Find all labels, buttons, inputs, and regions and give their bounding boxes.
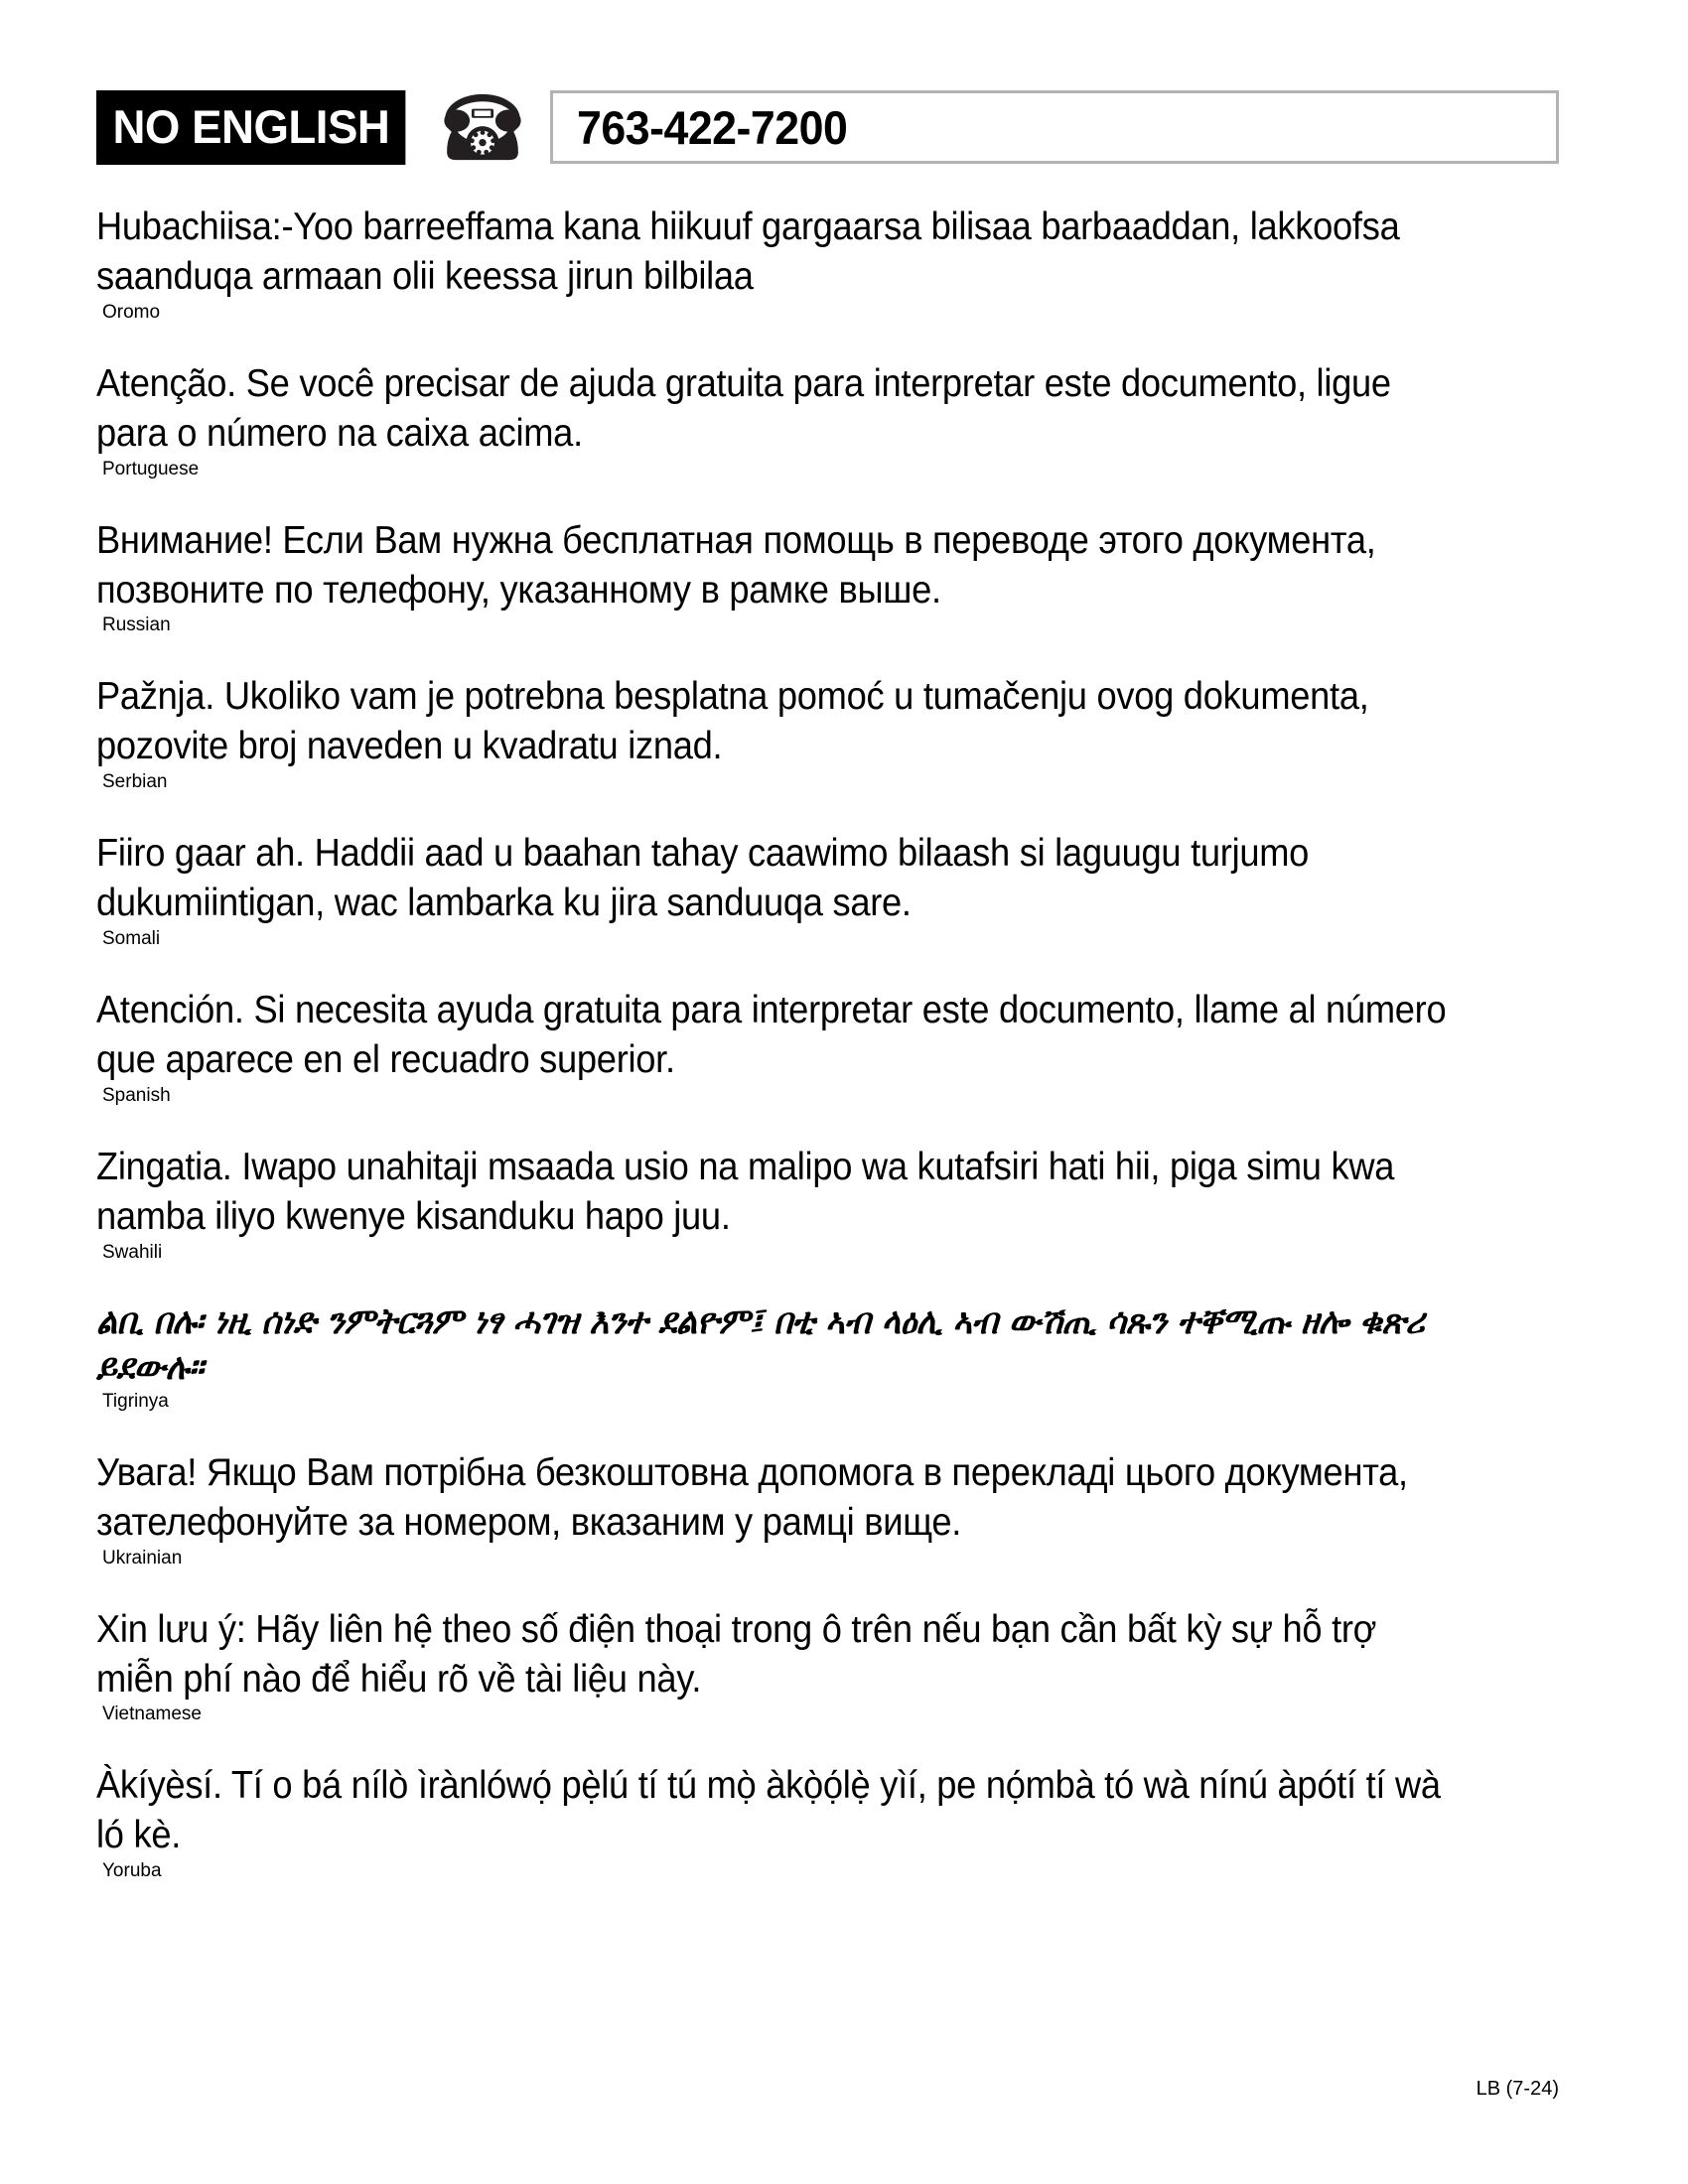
language-label: Somali [102,928,161,950]
footer-form-code: LB (7-24) [1476,2078,1559,2100]
notice-text: Hubachiisa:-Yoo barreeffama kana hiikuuf gargaarsa bilisaa barbaaddan, lakkoofsa saanduqa armaan olii keessa jirun bilbilaa [96,205,1400,298]
language-label: Portuguese [102,458,200,479]
phone-number-box [550,90,1559,164]
language-block-russian [96,516,1559,637]
notice-text: Pažnja. Ukoliko vam je potrebna besplatna pomoć u tumačenju ovog dokumenta, pozovite broj naveden u kvadratu iznad. [96,675,1369,768]
notice-text: ልቢ በሉ፡ ነዚ ሰነድ ንምትርጓም ነፃ ሓገዝ እንተ ደልዮም፤ በቲ ኣብ ላዕሊ ኣብ ውሽጢ ሳጹን ተቐሚጡ ዘሎ ቁጽሪ ይደውሉ፡፡ [96,1300,1425,1388]
language-block-oromo [96,203,1559,324]
language-label: Swahili [102,1241,163,1263]
notice-text: Àkíyèsí. Tí o bá nílò ìrànlówọ́ pẹ̀lú tí tú mọ̀ àkọ̀ọ́lẹ̀ yìí, pe nọ́mbà tó wà nínú àpótí tí wà ló kè. [96,1764,1441,1857]
notice-text: Внимание! Если Вам нужна бесплатная помощь в переводе этого документа, позвоните по телефону, указанному в рамке выше. [96,518,1376,612]
notice-text: Atención. Si necesita ayuda gratuita para interpretar este documento, llame al número que aparece en el recuadro superior. [96,989,1447,1081]
language-block-vietnamese [96,1605,1559,1726]
language-label: Spanish [102,1084,171,1106]
no-english-badge: NO ENGLISH [96,90,406,165]
language-block-swahili [96,1143,1559,1264]
language-label: Yoruba [102,1860,162,1882]
language-label: Ukrainian [102,1547,183,1569]
notice-header [96,85,1559,169]
language-label: Tigrinya [102,1390,169,1412]
language-block-portuguese [96,359,1559,480]
notice-text: Zingatia. Iwapo unahitaji msaada usio na malipo wa kutafsiri hati hii, piga simu kwa namba iliyo kwenye kisanduku hapo juu. [96,1145,1395,1238]
notice-text: Увага! Якщо Вам потрібна безкоштовна допомога в перекладі цього документа, зателефонуйте за номером, вказаним у рамці вище. [96,1450,1408,1544]
language-label: Russian [102,614,171,636]
language-block-somali [96,829,1559,950]
language-label: Serbian [102,771,168,793]
language-block-yoruba [96,1761,1559,1882]
language-block-tigrinya [96,1299,1559,1413]
language-label: Vietnamese [102,1704,202,1725]
notice-text: Xin lưu ý: Hãy liên hệ theo số điện thoại trong ô trên nếu bạn cần bất kỳ sự hỗ trợ miễn phí nào để hiểu rõ về tài liệu này. [96,1607,1377,1701]
language-block-ukrainian [96,1448,1559,1570]
language-block-serbian [96,672,1559,793]
language-block-spanish [96,986,1559,1107]
notice-text: Atenção. Se você precisar de ajuda gratuita para interpretar este documento, ligue para o número na caixa acima. [96,361,1391,455]
language-label: Oromo [102,301,161,323]
phone-number: 763-422-7200 [577,100,848,154]
language-notice-list [96,203,1559,1882]
notice-text: Fiiro gaar ah. Haddii aad u baahan tahay caawimo bilaash si laguugu turjumo dukumiintigan, wac lambarka ku jira sanduuqa sare. [96,832,1310,925]
rotary-telephone-icon [437,90,528,164]
